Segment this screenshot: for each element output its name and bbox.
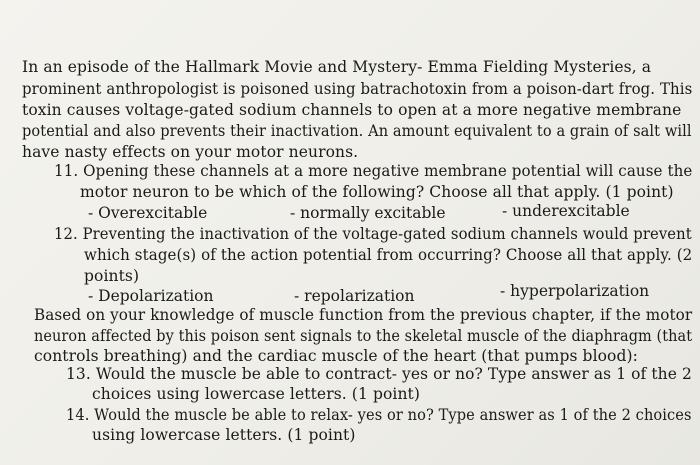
option-overexcitable: - Overexcitable	[88, 204, 208, 222]
question-14-text: 14. Would the muscle be able to relax- yes or no? Type answer as 1 of the 2 choices	[66, 406, 692, 424]
question-11-text: 11. Opening these channels at a more negative membrane potential will cause the	[54, 162, 693, 180]
intro-line: potential and also prevents their inactivation. An amount equivalent to a grain of salt will	[22, 122, 692, 140]
question-12-text: which stage(s) of the action potential from occurring? Choose all that apply. (2	[84, 246, 693, 264]
question-12-text: points)	[84, 267, 140, 285]
option-repolarization: - repolarization	[294, 287, 415, 305]
question-14-text: using lowercase letters. (1 point)	[92, 426, 356, 444]
question-12-text: 12. Preventing the inactivation of the voltage-gated sodium channels would prevent	[54, 225, 692, 243]
intro-line: prominent anthropologist is poisoned using batrachotoxin from a poison-dart frog. This	[22, 80, 693, 98]
question-13-text: choices using lowercase letters. (1 point)	[92, 385, 421, 403]
option-underexcitable: - underexcitable	[502, 202, 630, 220]
muscle-intro-line: controls breathing) and the cardiac muscle of the heart (that pumps blood):	[34, 347, 638, 365]
muscle-intro-line: neuron affected by this poison sent signals to the skeletal muscle of the diaphragm (that	[34, 327, 693, 345]
option-normally-excitable: - normally excitable	[290, 204, 446, 222]
option-hyperpolarization: - hyperpolarization	[500, 282, 650, 300]
question-13-text: 13. Would the muscle be able to contract- yes or no? Type answer as 1 of the 2	[66, 365, 692, 383]
question-11-text: motor neuron to be which of the following? Choose all that apply. (1 point)	[80, 183, 674, 201]
intro-line: have nasty effects on your motor neurons.	[22, 143, 359, 161]
intro-line: In an episode of the Hallmark Movie and Mystery- Emma Fielding Mysteries, a	[22, 58, 652, 76]
muscle-intro-line: Based on your knowledge of muscle function from the previous chapter, if the motor	[34, 306, 693, 324]
option-depolarization: - Depolarization	[88, 287, 214, 305]
intro-line: toxin causes voltage-gated sodium channels to open at a more negative membrane	[22, 101, 682, 119]
